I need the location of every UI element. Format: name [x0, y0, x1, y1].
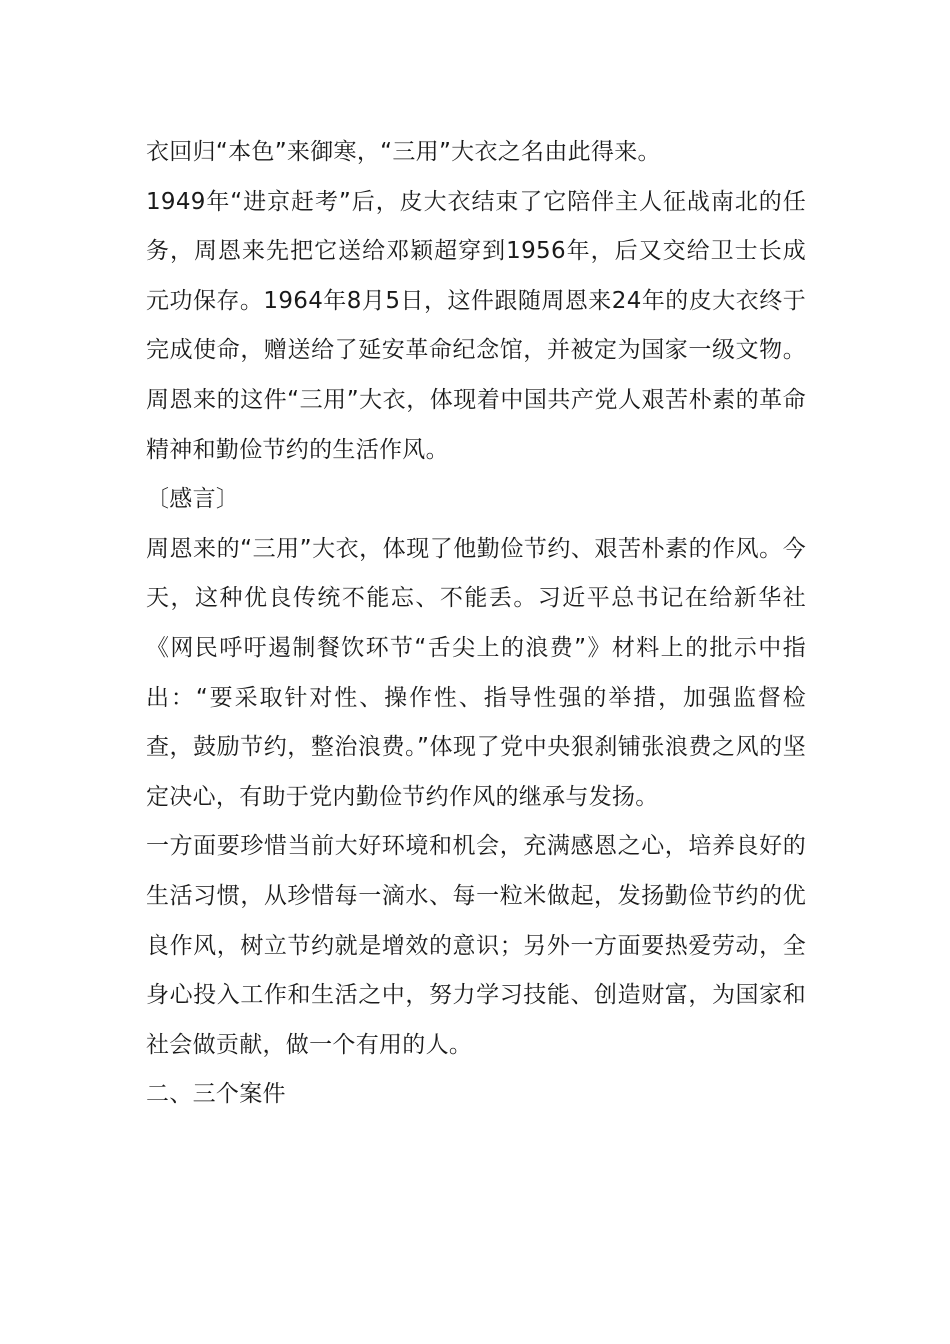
section-label-reflection: 〔感言〕: [146, 486, 240, 513]
paragraph-overcoat-history: 1949年“进京赶考”后，皮大衣结束了它陪伴主人征战南北的任务，周恩来先把它送给邓颖超穿到1956年，后又交给卫士长成元功保存。1964年8月5日，这件跟随周恩来24年的皮大衣终于完成使命，赠送给了延安革命纪念馆，并被定为国家一级文物。周恩来的这件“三用”大衣，体现着中国共产党人艰苦朴素的革命精神和勤俭节约的生活作风。: [146, 188, 806, 463]
body-text: [146, 128, 806, 1120]
paragraph-reflection: 周恩来的“三用”大衣，体现了他勤俭节约、艰苦朴素的作风。今天，这种优良传统不能忘、不能丢。习近平总书记在给新华社《网民呼吁遏制餐饮环节“舌尖上的浪费”》材料上的批示中指出：“要采取针对性、操作性、指导性强的举措，加强监督检查，鼓励节约，整治浪费。”体现了党中央狠刹铺张浪费之风的坚定决心，有助于党内勤俭节约作风的继承与发扬。: [146, 535, 806, 810]
paragraph-continuation: 衣回归“本色”来御寒，“三用”大衣之名由此得来。: [146, 139, 661, 165]
paragraph-advice: 一方面要珍惜当前大好环境和机会，充满感恩之心，培养良好的生活习惯，从珍惜每一滴水、每一粒米做起，发扬勤俭节约的优良作风，树立节约就是增效的意识；另外一方面要热爱劳动，全身心投入工作和生活之中，努力学习技能、创造财富，为国家和社会做贡献，做一个有用的人。: [146, 833, 806, 1058]
section-heading-cases: 二、三个案件: [146, 1081, 286, 1108]
